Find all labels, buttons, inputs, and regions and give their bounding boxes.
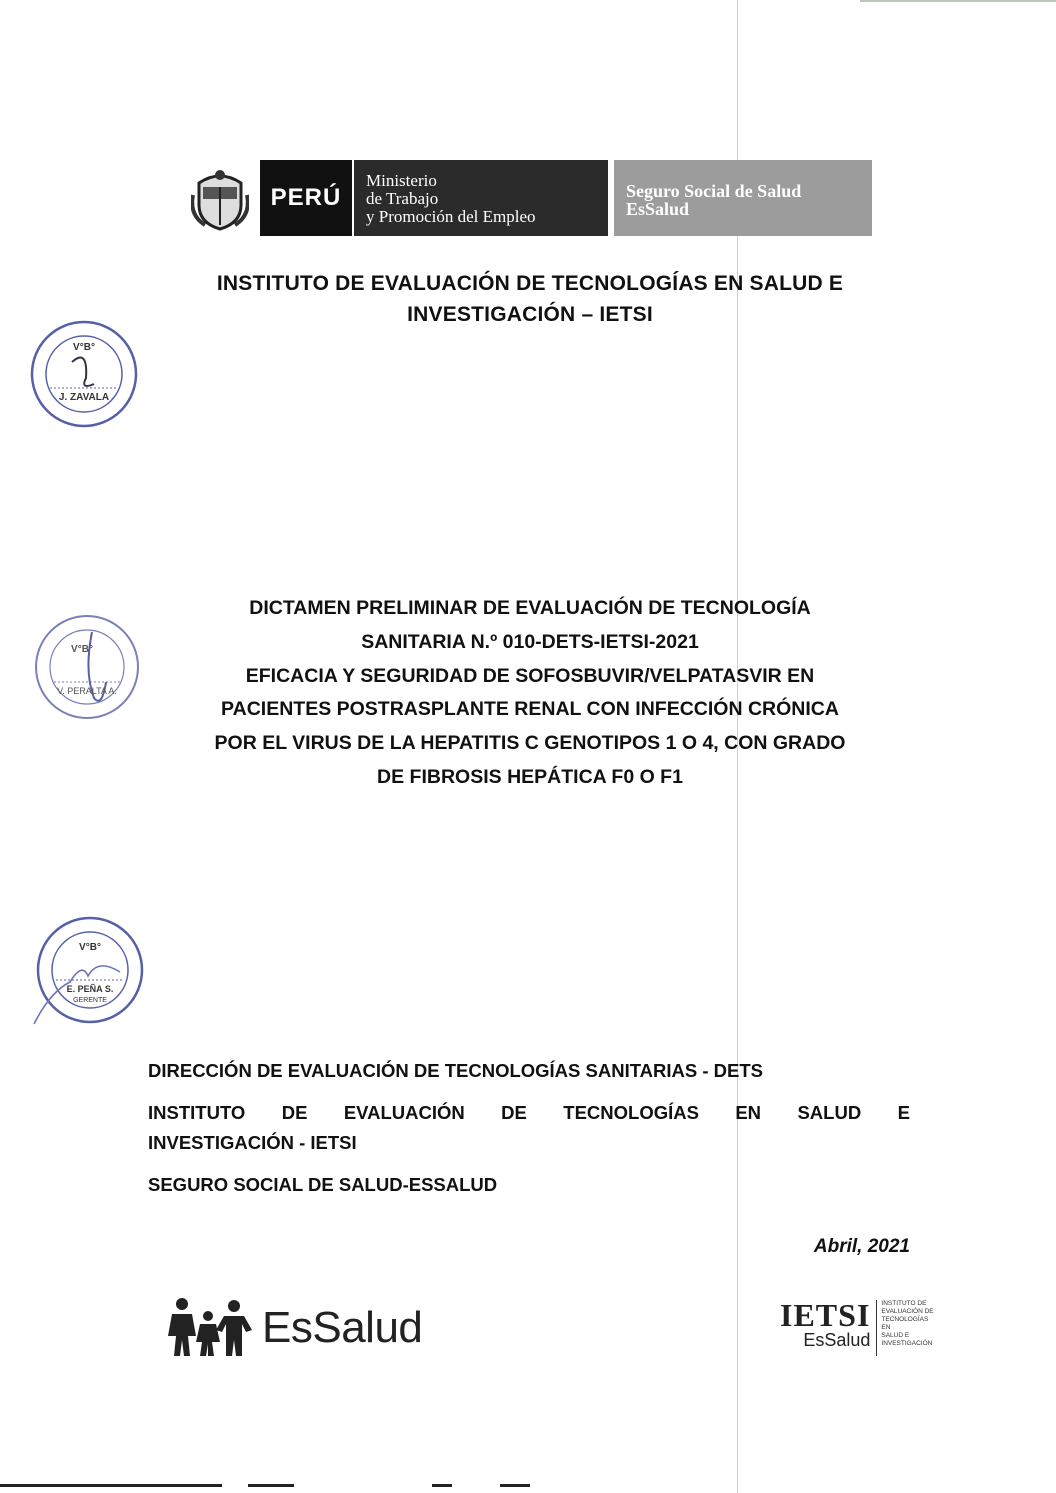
ietsi-side-line-2: EVALUACIÓN DE [881, 1308, 934, 1315]
peru-label: PERÚ [260, 160, 352, 236]
scan-bottom-mark-3 [432, 1484, 452, 1487]
stamp-3-vb: V°B° [79, 942, 101, 953]
ietsi-word: IETSI [780, 1297, 871, 1333]
institute-line-1-word: INSTITUTO [148, 1102, 246, 1123]
stamp-1-vb: V°B° [73, 342, 95, 353]
ministerio-line-3: y Promoción del Empleo [366, 207, 536, 226]
dictamen-line-4: PACIENTES POSTRASPLANTE RENAL CON INFECCIÓN CRÓNICA [221, 698, 839, 721]
essalud-line-2: EsSalud [626, 199, 690, 219]
stamp-3-role: GERENTE [73, 997, 107, 1004]
ministerio-line-2: de Trabajo [366, 189, 439, 208]
stamp-1-name: J. ZAVALA [58, 392, 110, 403]
ietsi-side-line-3: TECNOLOGÍAS EN [881, 1316, 929, 1331]
dictamen-line-6: DE FIBROSIS HEPÁTICA F0 O F1 [377, 765, 683, 788]
institute-line-1-word: DE [281, 1102, 308, 1123]
ietsi-wordmark [780, 1297, 871, 1350]
scan-bottom-mark-2 [248, 1484, 294, 1487]
ietsi-sub: EsSalud [803, 1330, 871, 1350]
essalud-family-icon [168, 1296, 256, 1360]
dictamen-line-5: POR EL VIRUS DE LA HEPATITIS C GENOTIPOS 1 O 4, CON GRADO [214, 732, 846, 755]
approval-stamp-zavala [28, 318, 140, 435]
institute-title-line-1: INSTITUTO DE EVALUACIÓN DE TECNOLOGÍAS EN SALUD E [216, 272, 844, 295]
dictamen-line-1: DICTAMEN PRELIMINAR DE EVALUACIÓN DE TECNOLOGÍA [249, 597, 811, 619]
dictamen-line-2: SANITARIA N.º 010-DETS-IETSI-2021 [361, 630, 699, 653]
seguro-line: SEGURO SOCIAL DE SALUD-ESSALUD [148, 1174, 498, 1195]
ietsi-side-text [876, 1300, 935, 1356]
ministerio-label [352, 160, 608, 236]
approval-stamp-pena [30, 912, 146, 1033]
ietsi-side-line-4: SALUD E [881, 1332, 910, 1339]
essalud-footer-text: EsSalud [262, 1303, 423, 1352]
ietsi-side-line-1: INSTITUTO DE [881, 1300, 927, 1307]
stamp-3-name: E. PEÑA S. [66, 984, 114, 994]
essalud-footer-logo [168, 1296, 422, 1360]
peru-coat-of-arms-icon [180, 160, 260, 236]
direction-line: DIRECCIÓN DE EVALUACIÓN DE TECNOLOGÍAS SANITARIAS - DETS [148, 1060, 763, 1081]
essalud-line-1: Seguro Social de Salud [626, 181, 802, 201]
institute-line-1-word: DE [501, 1102, 527, 1123]
institute-title-line-2: INVESTIGACIÓN – IETSI [407, 303, 653, 326]
dictamen-line-3: EFICACIA Y SEGURIDAD DE SOFOSBUVIR/VELPATASVIR EN [245, 664, 815, 687]
institute-line-1-word: EVALUACIÓN [343, 1102, 465, 1123]
government-header [180, 160, 872, 236]
institute-line-1-word: EN [735, 1102, 762, 1123]
scan-edge-mark [860, 0, 1056, 2]
document-date: Abril, 2021 [813, 1236, 910, 1257]
dictamen-title [140, 592, 920, 795]
institute-line-1-word: SALUD [797, 1102, 862, 1123]
approval-stamp-peralta [32, 612, 142, 727]
ietsi-side-line-5: INVESTIGACIÓN [881, 1340, 933, 1347]
scan-bottom-mark-1 [0, 1484, 222, 1487]
stamp-2-name: V. PERALTA A. [57, 686, 117, 696]
stamp-2-vb: V°B° [71, 644, 93, 655]
essalud-header-label [614, 160, 872, 236]
institute-line-1-word: E [897, 1102, 910, 1123]
institute-block [148, 1098, 910, 1158]
institute-line-1 [148, 1098, 910, 1128]
institute-title [140, 268, 920, 330]
ietsi-footer-logo [780, 1297, 935, 1356]
institute-line-1-word: TECNOLOGÍAS [563, 1102, 699, 1123]
scan-bottom-mark-4 [500, 1484, 530, 1487]
institute-line-2: INVESTIGACIÓN - IETSI [148, 1132, 357, 1153]
ministerio-line-1: Ministerio [366, 171, 437, 190]
